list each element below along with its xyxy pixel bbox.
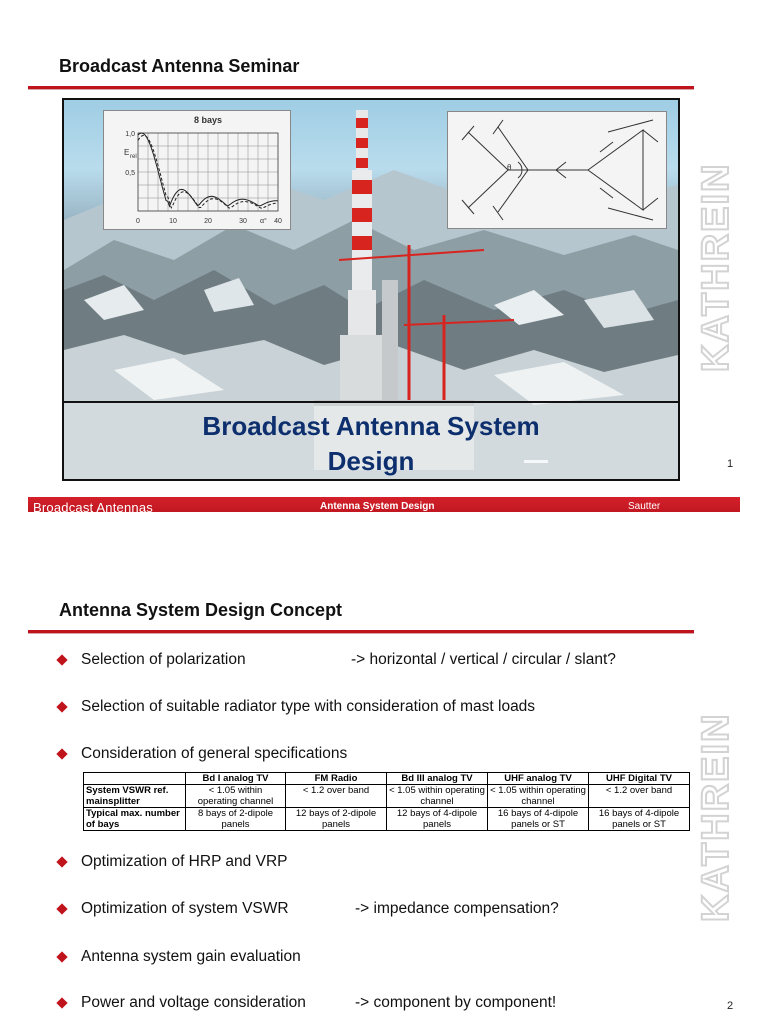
table-header-row [84,773,690,785]
row-label: Typical max. number of bays [84,808,186,831]
bullet-diamond-icon [56,748,67,759]
row-label: System VSWR ref. mainsplitter [84,785,186,808]
table-cell: 8 bays of 2-dipole panels [186,808,286,831]
bullet-diamond-icon [56,951,67,962]
table-cell: < 1.2 over band [286,785,387,808]
table-row [84,808,690,831]
vertical-radiation-pattern-chart [103,110,291,230]
bullet-diamond-icon [56,856,67,867]
table-cell: 12 bays of 2-dipole panels [286,808,387,831]
caption-band [64,401,678,481]
dipole-arrangement-illustration [448,112,666,228]
slide-2: Antenna System Design Concept Selection of polarization -> horizontal / vertical / circular / slant? Selection of suitable radiator type with consideration of mast loads Consideration of general specifications Bd I analog TV FM Radio Bd III analog TV UHF analog TV UHF Digital TV System VSWR ref. mainsplitter < 1.05 within operating channel < 1.2 over band < 1.05 within operating channel < 1.05 within operating channel < 1.2 over band Typical max. number of bays 8 bays of 2-dipole panels 12 bays of 2-dipole panels 12 bays of 4-dipole panels 16 bays of 4-dipole panels or ST 16 bays of 4-dipole panels or ST Optimization of HRP and VRP Optimization of system VSWR -> impedance compensation? Antenna system gain evaluation Power and voltage consideration -> component by component! KATHREIN 2 [0,512,768,1024]
slide-title: Broadcast Antenna Seminar [59,56,300,76]
vrp-chart-svg [104,111,290,229]
y-tick-label: 1,0 [125,131,135,138]
table-cell: 12 bays of 4-dipole panels [387,808,488,831]
specification-table [83,772,690,831]
y-axis-label: E [124,148,130,157]
slide-title: Antenna System Design Concept [59,600,343,620]
table-cell: < 1.2 over band [589,785,690,808]
chart-title: 8 bays [193,115,223,125]
x-tick-label: 20 [204,218,212,225]
table-cell: 16 bays of 4-dipole panels or ST [589,808,690,831]
kathrein-logo: KATHREIN [695,162,737,372]
table-cell: < 1.05 within operating channel [387,785,488,808]
photo-caption [64,409,678,479]
x-tick-label: 10 [169,218,177,225]
title-rule-shadow [28,633,694,634]
bullet-diamond-icon [56,997,67,1008]
x-tick-label: 30 [239,218,247,225]
table-header: Bd I analog TV [186,773,286,785]
table-header: Bd III analog TV [387,773,488,785]
title-rule-shadow [28,89,694,90]
y-axis-sub-label: rel [130,154,137,160]
x-tick-label: 40 [274,218,282,225]
table-header: FM Radio [286,773,387,785]
caption-line-1: Broadcast Antenna System [202,411,540,441]
caption-line-2: Design [327,446,415,476]
antenna-tower-photo [62,98,680,481]
table-header: UHF Digital TV [589,773,690,785]
page-number: 2 [727,1000,734,1012]
footer-author: Sautter [628,501,661,512]
x-axis-symbol: α° [260,218,267,225]
footer-topic: Antenna System Design [320,501,435,512]
bullet-diamond-icon [56,701,67,712]
table-header [84,773,186,785]
table-cell: 16 bays of 4-dipole panels or ST [488,808,589,831]
dipole-diagram [447,111,667,229]
footer-brand: Broadcast Antennas [33,500,153,512]
page-number: 1 [727,458,734,470]
table-header: UHF analog TV [488,773,589,785]
table-cell: < 1.05 within operating channel [488,785,589,808]
footer-bar [28,497,740,512]
bullet-diamond-icon [56,903,67,914]
dipole-angle-label: θ [507,163,512,172]
kathrein-logo: KATHREIN [695,712,737,922]
table-cell: < 1.05 within operating channel [186,785,286,808]
y-tick-label: 0,5 [125,170,135,177]
bullet-diamond-icon [56,654,67,665]
table-row [84,785,690,808]
x-tick-label: 0 [136,218,140,225]
